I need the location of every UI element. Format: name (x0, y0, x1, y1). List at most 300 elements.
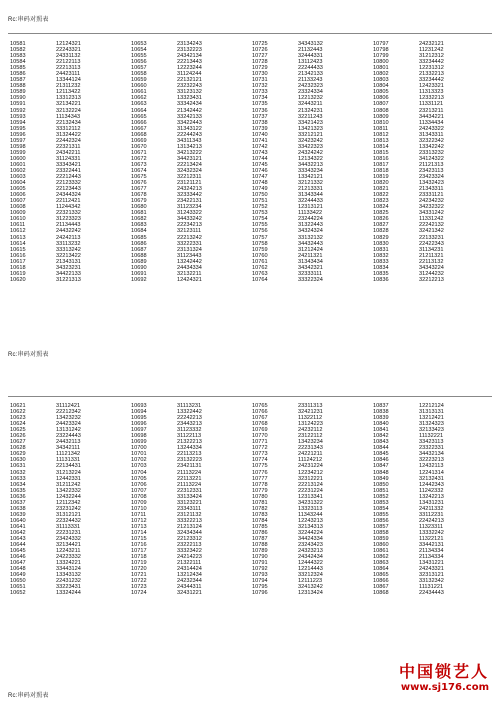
bitting-code: 11334434 (419, 119, 444, 126)
key-number: 10633 (10, 475, 26, 482)
bitting-code: 21134443 (56, 222, 81, 229)
bitting-code: 32443211 (298, 101, 323, 108)
key-number: 10856 (373, 517, 389, 524)
key-number: 10687 (131, 246, 147, 253)
bitting-code: 23121121 (177, 180, 202, 187)
key-number: 10757 (252, 234, 268, 241)
bitting-code: 24423111 (56, 71, 81, 78)
key-number: 10627 (10, 439, 26, 446)
key-number: 10610 (10, 216, 26, 223)
key-number: 10663 (131, 101, 147, 108)
key-number: 10743 (252, 149, 268, 156)
key-number: 10604 (10, 180, 26, 187)
bitting-code: 33423113 (419, 439, 444, 446)
bitting-code: 24232121 (419, 41, 444, 47)
bitting-code: 23322331 (419, 445, 444, 452)
bitting-code: 24323213 (298, 548, 323, 555)
bitting-code: 13421323 (298, 125, 323, 132)
bitting-code: 32431221 (177, 590, 202, 597)
key-number: 10862 (373, 554, 389, 561)
key-number: 10845 (373, 451, 389, 458)
code-column-2 (129, 403, 250, 597)
key-number: 10620 (10, 276, 26, 283)
key-number: 10858 (373, 529, 389, 536)
key-number: 10672 (131, 155, 147, 162)
bitting-code: 31343344 (298, 192, 323, 199)
key-number: 10702 (131, 457, 147, 464)
key-number: 10706 (131, 481, 147, 488)
bitting-code: 33312112 (56, 125, 81, 132)
bitting-code: 21132443 (298, 47, 323, 54)
bitting-code: 11322121 (419, 536, 444, 543)
bitting-code: 22112421 (56, 198, 81, 205)
page-header-bottom: Rc:串码对照表 (8, 693, 49, 699)
key-number: 10809 (373, 113, 389, 120)
bitting-code: 21332213 (419, 71, 444, 78)
bitting-code: 21322111 (177, 560, 202, 567)
bitting-code: 23311313 (298, 403, 323, 409)
bitting-code: 12231312 (419, 65, 444, 72)
key-number: 10635 (10, 487, 26, 494)
key-number: 10617 (10, 258, 26, 265)
key-number: 10628 (10, 445, 26, 452)
code-column-4 (371, 403, 492, 597)
bitting-code: 33322213 (177, 517, 202, 524)
key-number: 10720 (131, 566, 147, 573)
bitting-code: 22231231 (56, 529, 81, 536)
key-number: 10805 (373, 89, 389, 96)
bitting-code: 33123132 (177, 89, 202, 96)
key-number: 10748 (252, 180, 268, 187)
key-number: 10708 (131, 493, 147, 500)
bitting-code: 11313323 (419, 89, 444, 96)
key-number: 10833 (373, 258, 389, 265)
key-number: 10749 (252, 186, 268, 193)
bitting-code: 21343311 (419, 186, 444, 193)
code-column-3 (250, 41, 371, 283)
bitting-code: 22123312 (177, 536, 202, 543)
key-number: 10767 (252, 415, 268, 422)
bitting-code: 11331242 (419, 216, 444, 223)
bitting-code: 23243423 (298, 542, 323, 549)
key-number: 10688 (131, 252, 147, 259)
bitting-code: 13244334 (177, 445, 202, 452)
key-number: 10588 (10, 83, 26, 90)
bitting-code: 11244342 (56, 204, 81, 211)
bitting-code: 11134343 (56, 113, 81, 120)
bitting-code: 33443124 (56, 566, 81, 573)
key-number: 10636 (10, 493, 26, 500)
key-number: 10831 (373, 246, 389, 253)
bitting-code: 24432113 (56, 439, 81, 446)
bitting-code: 21324231 (298, 107, 323, 114)
bitting-code: 22134431 (56, 463, 81, 470)
bitting-code: 23313232 (419, 149, 444, 156)
key-number: 10747 (252, 174, 268, 181)
bitting-code: 32432324 (177, 167, 202, 174)
bitting-code: 32244433 (298, 198, 323, 205)
key-number: 10677 (131, 186, 147, 193)
bitting-code: 24324213 (177, 186, 202, 193)
bitting-code: 23343111 (177, 505, 202, 512)
key-number: 10863 (373, 560, 389, 567)
bitting-code: 24232323 (298, 83, 323, 90)
bitting-code: 13112423 (298, 59, 323, 66)
key-number: 10819 (373, 174, 389, 181)
bitting-code: 12112342 (56, 499, 81, 506)
bitting-code: 24232344 (177, 578, 202, 585)
key-number: 10623 (10, 415, 26, 422)
key-number: 10644 (10, 542, 26, 549)
bitting-code: 31221313 (56, 276, 81, 283)
bitting-code: 21342133 (298, 71, 323, 78)
bitting-code: 13124223 (298, 421, 323, 428)
key-number: 10612 (10, 228, 26, 235)
key-number: 10648 (10, 566, 26, 573)
bitting-code: 24232112 (298, 427, 323, 434)
key-number: 10834 (373, 264, 389, 271)
bitting-code: 12134322 (298, 155, 323, 162)
key-number: 10696 (131, 421, 147, 428)
key-number: 10643 (10, 536, 26, 543)
code-row (371, 590, 492, 596)
bitting-code: 13131242 (56, 427, 81, 434)
bitting-code: 34343224 (419, 264, 444, 271)
bitting-code: 34433242 (177, 216, 202, 223)
key-number: 10782 (252, 505, 268, 512)
bitting-code: 22321332 (56, 210, 81, 217)
bitting-code: 22213242 (177, 234, 202, 241)
bitting-code: 23232243 (177, 83, 202, 90)
bitting-code: 11331121 (419, 101, 444, 108)
key-number: 10653 (131, 41, 147, 47)
bitting-code: 11322112 (298, 415, 323, 422)
bitting-code: 23424332 (56, 536, 81, 543)
key-number: 10674 (131, 167, 147, 174)
bitting-code: 31134231 (419, 246, 444, 253)
key-number: 10772 (252, 445, 268, 452)
key-number: 10725 (252, 41, 268, 47)
key-number: 10715 (131, 536, 147, 543)
key-number: 10764 (252, 276, 268, 283)
key-number: 10729 (252, 65, 268, 72)
key-number: 10634 (10, 481, 26, 488)
key-number: 10613 (10, 234, 26, 241)
bitting-code: 23132223 (177, 457, 202, 464)
bitting-code: 31322443 (298, 222, 323, 229)
key-number: 10853 (373, 499, 389, 506)
bitting-code: 32121332 (298, 180, 323, 187)
bitting-code: 31343434 (298, 258, 323, 265)
bitting-code: 24242113 (56, 234, 81, 241)
bitting-code: 12332213 (419, 95, 444, 102)
key-number: 10849 (373, 475, 389, 482)
key-number: 10686 (131, 240, 147, 247)
bitting-code: 12313424 (298, 590, 323, 597)
key-number: 10776 (252, 469, 268, 476)
key-number: 10651 (10, 584, 26, 591)
key-number: 10751 (252, 198, 268, 205)
bitting-code: 13342242 (419, 143, 444, 150)
key-number: 10587 (10, 77, 26, 84)
bitting-code: 34231322 (298, 499, 323, 506)
key-number: 10847 (373, 463, 389, 470)
bitting-code: 32421342 (419, 228, 444, 235)
bitting-code: 34423121 (177, 155, 202, 162)
bitting-code: 22244243 (177, 131, 202, 138)
key-number: 10711 (131, 511, 147, 518)
bitting-code: 31223323 (56, 216, 81, 223)
key-number: 10812 (373, 131, 389, 138)
bitting-code: 33323422 (177, 548, 202, 555)
key-number: 10601 (10, 161, 26, 168)
bitting-code: 13343132 (56, 572, 81, 579)
bitting-code: 22133231 (419, 234, 444, 241)
bitting-code: 24324242 (298, 149, 323, 156)
bitting-code: 12234212 (298, 469, 323, 476)
key-number: 10854 (373, 505, 389, 512)
bitting-code: 22213443 (177, 59, 202, 66)
key-number: 10742 (252, 143, 268, 150)
bitting-code: 32134313 (298, 523, 323, 530)
key-number: 10755 (252, 222, 268, 229)
bitting-code: 23224443 (56, 433, 81, 440)
key-number: 10806 (373, 95, 389, 102)
bitting-code: 34232322 (419, 204, 444, 211)
bitting-code: 22312331 (177, 487, 202, 494)
key-number: 10733 (252, 89, 268, 96)
key-number: 10585 (10, 65, 26, 72)
bitting-code: 23134243 (177, 41, 202, 47)
key-number: 10820 (373, 180, 389, 187)
bitting-code: 31343122 (177, 125, 202, 132)
bitting-code: 34124322 (419, 155, 444, 162)
bitting-code: 33222331 (177, 240, 202, 247)
key-number: 10815 (373, 149, 389, 156)
bitting-code: 22113132 (419, 258, 444, 265)
key-number: 10726 (252, 47, 268, 54)
code-column-3 (250, 403, 371, 597)
key-number: 10714 (131, 529, 147, 536)
key-number: 10660 (131, 83, 147, 90)
key-number: 10632 (10, 469, 26, 476)
key-number: 10693 (131, 403, 147, 409)
bitting-code: 22231343 (298, 445, 323, 452)
bitting-code: 32132224 (56, 107, 81, 114)
bitting-code: 33313242 (56, 246, 81, 253)
bitting-code: 23443213 (177, 421, 202, 428)
bitting-code: 33422443 (177, 119, 202, 126)
key-number: 10784 (252, 517, 268, 524)
key-number: 10647 (10, 560, 26, 567)
bitting-code: 32413242 (298, 584, 323, 591)
key-number: 10838 (373, 409, 389, 416)
key-number: 10592 (10, 107, 26, 114)
bitting-code: 13322442 (177, 409, 202, 416)
bitting-code: 13432423 (419, 180, 444, 187)
page-header-top: Rc:串码对照表 (8, 17, 49, 23)
bitting-code: 24211321 (298, 252, 323, 259)
bitting-code: 24223332 (56, 554, 81, 561)
bitting-code: 33212324 (298, 572, 323, 579)
bitting-code: 13134213 (177, 143, 202, 150)
bitting-code: 33343234 (298, 167, 323, 174)
bitting-code: 23231242 (56, 505, 81, 512)
bitting-code: 21134334 (419, 548, 444, 555)
key-number: 10796 (252, 590, 268, 597)
key-number: 10659 (131, 77, 147, 84)
bitting-code: 12111223 (298, 578, 323, 585)
key-number: 10600 (10, 155, 26, 162)
key-number: 10582 (10, 47, 26, 54)
key-number: 10603 (10, 174, 26, 181)
bitting-code: 12243213 (298, 517, 323, 524)
bitting-code: 32313121 (419, 572, 444, 579)
key-number: 10638 (10, 505, 26, 512)
code-column-4 (371, 41, 492, 283)
bitting-code: 12432113 (419, 463, 444, 470)
code-row (250, 590, 371, 596)
bitting-code: 22242213 (177, 415, 202, 422)
code-row (250, 277, 371, 283)
bitting-code: 34424334 (298, 536, 323, 543)
key-number: 10818 (373, 167, 389, 174)
key-number: 10721 (131, 572, 147, 579)
key-number: 10848 (373, 469, 389, 476)
bitting-code: 23324334 (298, 89, 323, 96)
key-number: 10841 (373, 427, 389, 434)
key-number: 10864 (373, 566, 389, 573)
key-number: 10791 (252, 560, 268, 567)
key-number: 10593 (10, 113, 26, 120)
bitting-code: 32212213 (419, 276, 444, 283)
key-number: 10597 (10, 137, 26, 144)
bitting-code: 31124244 (177, 71, 202, 78)
key-number: 10824 (373, 204, 389, 211)
bitting-code: 24243321 (419, 566, 444, 573)
key-number: 10840 (373, 421, 389, 428)
bitting-code: 32434344 (177, 529, 202, 536)
key-number: 10658 (131, 71, 147, 78)
key-number: 10712 (131, 517, 147, 524)
bitting-code: 12124321 (56, 41, 81, 47)
bitting-code: 24344324 (56, 192, 81, 199)
key-number: 10771 (252, 439, 268, 446)
key-number: 10624 (10, 421, 26, 428)
key-number: 10732 (252, 83, 268, 90)
key-number: 10657 (131, 65, 147, 72)
key-number: 10851 (373, 487, 389, 494)
bitting-code: 32333111 (298, 270, 323, 277)
bitting-code: 11133422 (298, 210, 323, 217)
key-number: 10646 (10, 554, 26, 561)
bitting-code: 31123443 (177, 252, 202, 259)
bitting-code: 32421231 (298, 409, 323, 416)
bitting-code: 13312313 (56, 95, 81, 102)
key-number: 10798 (373, 47, 389, 54)
bitting-code: 24342134 (177, 53, 202, 60)
bitting-code: 13212434 (177, 572, 202, 579)
bitting-code: 12423321 (419, 83, 444, 90)
bitting-code: 22434443 (419, 590, 444, 597)
key-number: 10642 (10, 529, 26, 536)
bitting-code: 23331121 (419, 192, 444, 199)
bitting-code: 11131331 (56, 457, 81, 464)
bitting-code: 33223431 (56, 584, 81, 591)
key-number: 10689 (131, 258, 147, 265)
bitting-code: 32134421 (56, 542, 81, 549)
key-number: 10615 (10, 246, 26, 253)
key-number: 10843 (373, 439, 389, 446)
key-number: 10698 (131, 433, 147, 440)
bitting-code: 21311232 (56, 83, 81, 90)
key-number: 10685 (131, 234, 147, 241)
key-number: 10724 (131, 590, 147, 597)
bitting-code: 32132431 (419, 475, 444, 482)
bitting-code: 21121313 (419, 161, 444, 168)
key-number: 10594 (10, 119, 26, 126)
key-number: 10609 (10, 210, 26, 217)
watermark-title: 中国锁艺人 (398, 662, 489, 681)
key-number: 10822 (373, 192, 389, 199)
bitting-code: 31113331 (56, 523, 81, 530)
bitting-code: 22122113 (56, 59, 81, 66)
key-number: 10823 (373, 198, 389, 205)
key-number: 10804 (373, 83, 389, 90)
key-number: 10645 (10, 548, 26, 555)
key-number: 10734 (252, 95, 268, 102)
key-number: 10792 (252, 566, 268, 573)
key-number: 10591 (10, 101, 26, 108)
key-number: 10827 (373, 222, 389, 229)
key-number: 10745 (252, 161, 268, 168)
bitting-code: 21113224 (177, 469, 202, 476)
bitting-code: 33234442 (419, 59, 444, 66)
bitting-code: 31211242 (56, 481, 81, 488)
bitting-code: 34331242 (419, 210, 444, 217)
bitting-code: 24243322 (419, 125, 444, 132)
key-number: 10641 (10, 523, 26, 530)
key-number: 10684 (131, 228, 147, 235)
key-number: 10639 (10, 511, 26, 518)
bitting-code: 23122112 (298, 433, 323, 440)
bitting-code: 24342211 (56, 149, 81, 156)
key-number: 10829 (373, 234, 389, 241)
key-number: 10842 (373, 433, 389, 440)
bitting-code: 31324323 (419, 421, 444, 428)
key-number: 10682 (131, 216, 147, 223)
bitting-code: 13423232 (56, 415, 81, 422)
bitting-code: 33242133 (177, 113, 202, 120)
bitting-code: 12241314 (419, 469, 444, 476)
bitting-code: 22213124 (298, 481, 323, 488)
bitting-code: 13242442 (177, 258, 202, 265)
key-number: 10761 (252, 258, 268, 265)
bitting-code: 31124331 (56, 155, 81, 162)
key-number: 10801 (373, 65, 389, 72)
bitting-code: 21133243 (298, 77, 323, 84)
watermark-logo (399, 659, 489, 693)
bitting-code: 13342121 (298, 174, 323, 181)
key-number: 10868 (373, 590, 389, 597)
key-number: 10738 (252, 119, 268, 126)
bitting-code: 23423324 (419, 174, 444, 181)
bitting-code: 13332242 (419, 529, 444, 536)
bitting-code: 21322213 (177, 439, 202, 446)
bitting-code: 31123332 (177, 427, 202, 434)
bitting-code: 32333442 (177, 192, 202, 199)
bitting-code: 11231242 (419, 47, 444, 54)
